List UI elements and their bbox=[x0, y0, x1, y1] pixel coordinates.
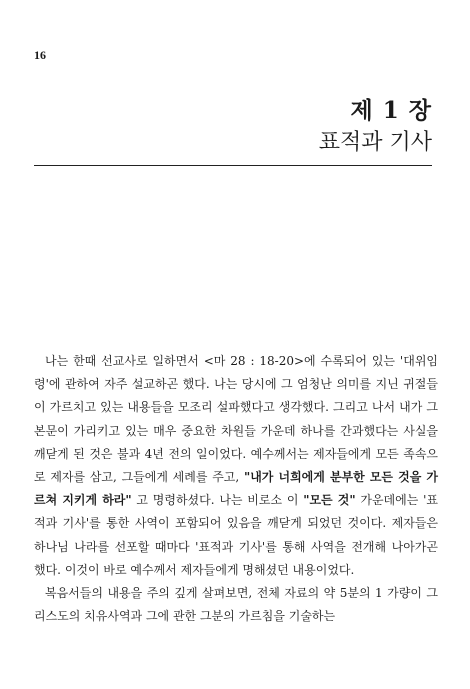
paragraph-1-text-a: 나는 한때 선교사로 일하면서 <마 28 : 18-20>에 수록되어 있는 '대위임령'에 관하여 자주 설교하곤 했다. 나는 당시에 그 엄청난 의미를 지닌 귀절들이 가르치고 있는 내용들을 모조리 설파했다고 생각했다. 그리고 나서 내가 그 본문이 가리키고 있는 매우 중요한 차원들 가운데 하나를 간과했다는 사실을 깨닫게 된 것은 불과 4년 전의 일이었다. 예수께서는 제자들에게 모든 족속으로 제자를 삼고, 그들에게 세례를 주고, bbox=[34, 354, 438, 485]
command-quote: "내가 너희에게 분부한 모든 것을 가르쳐 지키게 하라" bbox=[34, 470, 438, 508]
body-text bbox=[34, 350, 438, 628]
paragraph-1-text-b: 고 명령하셨다. 나는 비로소 이 bbox=[131, 493, 304, 508]
paragraph-1-text-c: 가운데에는 '표적과 기사'를 통한 사역이 포함되어 있음을 깨닫게 되었던 것이다. 제자들은 하나님 나라를 선포할 때마다 '표적과 기사'를 통해 사역을 전개해 나아가곤 했다. 이것이 바로 예수께서 제자들에게 명해셨던 내용이었다. bbox=[34, 493, 438, 577]
page-number: 16 bbox=[34, 48, 46, 62]
all-things-quote: "모든 것" bbox=[303, 493, 356, 508]
chapter-divider-rule bbox=[34, 165, 432, 166]
chapter-number: 제 1 장 bbox=[350, 97, 432, 124]
chapter-heading bbox=[319, 97, 432, 158]
chapter-title: 표적과 기사 bbox=[318, 130, 432, 155]
paragraph-2: 복음서들의 내용을 주의 깊게 살펴보면, 전체 자료의 약 5분의 1 가량이 그리스도의 치유사역과 그에 관한 그분의 가르침을 기술하는 bbox=[34, 586, 438, 624]
paragraph-1 bbox=[34, 350, 438, 582]
